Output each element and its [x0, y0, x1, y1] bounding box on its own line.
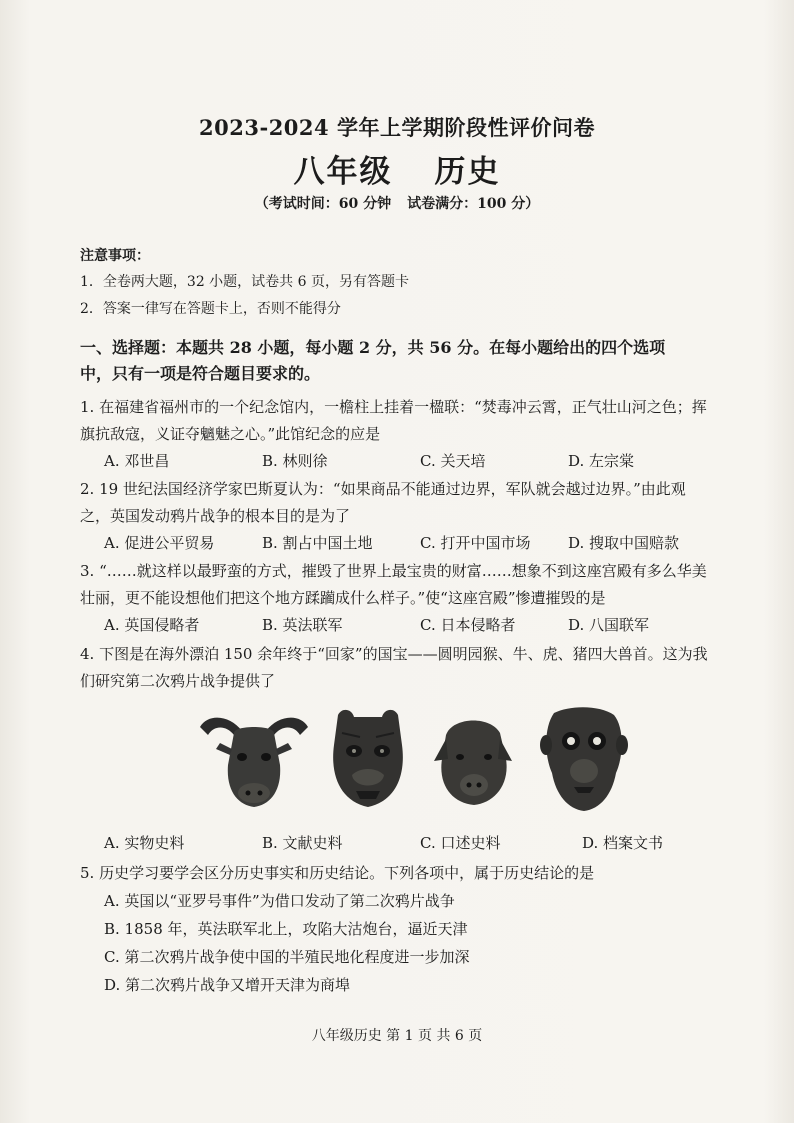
zodiac-heads-image: [190, 705, 630, 815]
q4-option-a: A. 实物史料: [104, 834, 185, 852]
section-heading: 一、选择题：本题共 28 小题，每小题 2 分，共 56 分。在每小题给出的四个选项: [80, 338, 666, 357]
question-1-text-cont: 旗抗敌寇，义证夺魑魅之心。”此馆纪念的应是: [80, 425, 381, 443]
q3-option-a: A. 英国侵略者: [104, 616, 200, 634]
question-3-text: 3. “……就这样以最野蛮的方式，摧毁了世界上最宝贵的财富……想象不到这座宫殿有多么华美: [80, 562, 707, 580]
question-4-text: 4. 下图是在海外漂泊 150 余年终于“回家”的国宝——圆明园猴、牛、虎、猪四大兽首。这为我: [80, 645, 708, 663]
pig-head-picture: [434, 720, 512, 805]
q2-option-d: D. 搜取中国赔款: [568, 534, 680, 552]
q1-option-a: A. 邓世昌: [104, 452, 170, 470]
ox-head-picture: [200, 718, 308, 807]
monkey-head-picture: [540, 707, 628, 811]
q1-option-d: D. 左宗棠: [568, 452, 635, 470]
question-3-text-cont: 壮丽，更不能设想他们把这个地方蹂躏成什么样子。”使“这座宫殿”惨遭摧毁的是: [80, 589, 606, 607]
q2-option-c: C. 打开中国市场: [420, 534, 531, 552]
q5-option-c: C. 第二次鸦片战争使中国的半殖民地化程度进一步加深: [104, 948, 470, 966]
exam-title: 2023-2024 学年上学期阶段性评价问卷: [199, 115, 595, 140]
q5-option-b: B. 1858 年，英法联军北上，攻陷大沽炮台，逼近天津: [104, 920, 468, 938]
notice-item: 2．答案一律写在答题卡上，否则不能得分: [80, 301, 341, 317]
question-2-text: 2. 19 世纪法国经济学家巴斯夏认为：“如果商品不能通过边界，军队就会越过边界。”由此观: [80, 480, 686, 498]
q5-option-d: D. 第二次鸦片战争又增开天津为商埠: [104, 976, 351, 994]
q1-option-c: C. 关天培: [420, 452, 486, 470]
question-2-text-cont: 之，英国发动鸦片战争的根本目的是为了: [80, 507, 351, 525]
exam-info: [0, 193, 794, 213]
section-heading-cont: 中，只有一项是符合题目要求的。: [80, 364, 321, 383]
q2-option-b: B. 割占中国土地: [262, 534, 373, 552]
notice-item: 1．全卷两大题，32 小题，试卷共 6 页，另有答题卡: [80, 274, 409, 290]
q5-option-a: A. 英国以“亚罗号事件”为借口发动了第二次鸦片战争: [104, 892, 455, 910]
q4-option-b: B. 文献史料: [262, 834, 343, 852]
q4-option-d: D. 档案文书: [582, 834, 664, 852]
subject-label: 历史: [434, 154, 501, 190]
q2-option-a: A. 促进公平贸易: [104, 534, 215, 552]
q3-option-d: D. 八国联军: [568, 616, 650, 634]
exam-time: （考试时间：60 分钟: [254, 196, 392, 212]
q3-option-b: B. 英法联军: [262, 616, 343, 634]
q3-option-c: C. 日本侵略者: [420, 616, 516, 634]
notice-title: 注意事项：: [80, 248, 150, 264]
tiger-head-picture: [333, 710, 403, 807]
exam-score: 试卷满分：100 分）: [407, 196, 540, 212]
question-5-text: 5. 历史学习要学会区分历史事实和历史结论。下列各项中，属于历史结论的是: [80, 864, 595, 882]
question-4-text-cont: 们研究第二次鸦片战争提供了: [80, 672, 276, 690]
q1-option-b: B. 林则徐: [262, 452, 328, 470]
grade-subject: [0, 146, 794, 191]
question-1-text: 1. 在福建省福州市的一个纪念馆内，一檐柱上挂着一楹联：“焚毒冲云霄，正气壮山河之色；挥: [80, 398, 707, 416]
page-footer: 八年级历史 第 1 页 共 6 页: [311, 1028, 483, 1044]
q4-option-c: C. 口述史料: [420, 834, 501, 852]
grade-label: 八年级: [293, 154, 393, 190]
